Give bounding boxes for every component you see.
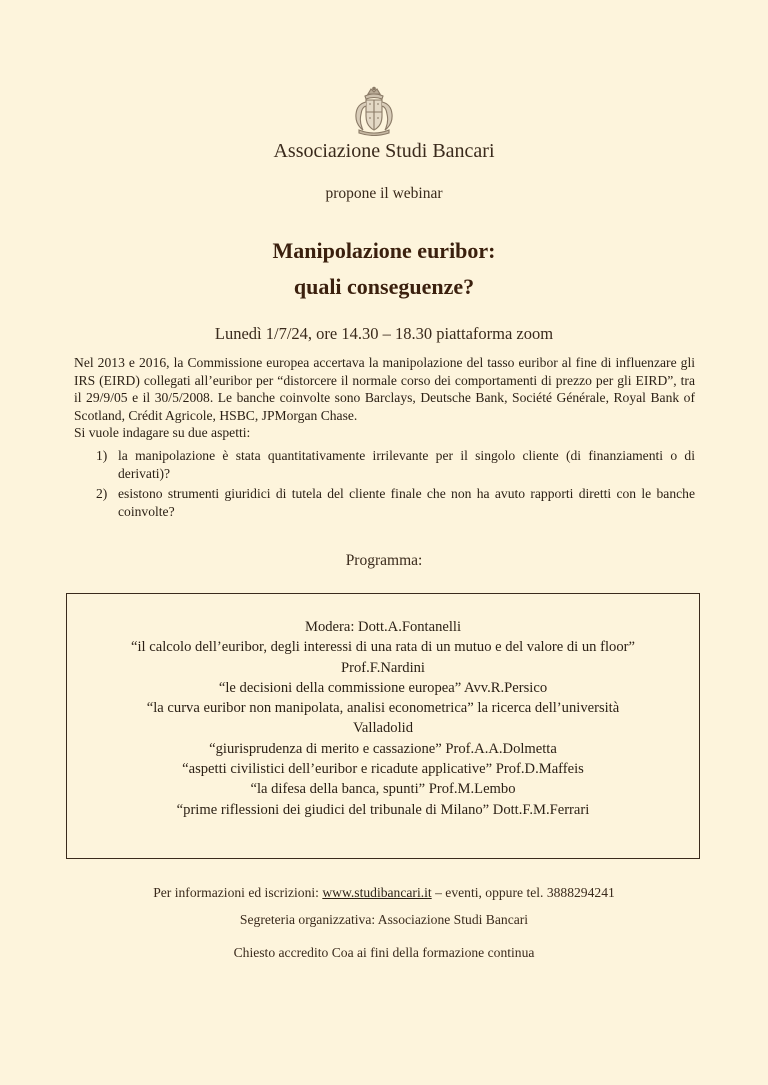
info-suffix: – eventi, oppure tel. 3888294241 [431, 885, 615, 900]
crest-icon [351, 86, 397, 136]
title-line-2: quali conseguenze? [293, 274, 475, 299]
question-item [96, 447, 695, 482]
webinar-title [0, 233, 768, 305]
credit-line: Chiesto accredito Coa ai fini della formazione continua [233, 945, 535, 960]
question-number: 2) [96, 486, 108, 501]
intro-paragraph: Nel 2013 e 2016, la Commissione europea accertava la manipolazione del tasso euribor al fine di influenzare gli IRS (EIRD) collegati all’euribor per “distorcere il normale corso dei comportamenti di prezzo per gli EIRD”, tra il 29/9/05 e il 30/5/2008. Le banche coinvolte sono Barclays, Deutsche Bank, Société Générale, Royal Bank of Scotland, Crédit Agricole, HSBC, JPMorgan Chase. [74, 355, 695, 423]
program-line: “il calcolo dell’euribor, degli interessi di una rata di un mutuo e del valore di un floor” [131, 639, 635, 656]
questions-list [96, 447, 695, 523]
question-item [96, 485, 695, 520]
program-line: “la curva euribor non manipolata, analisi econometrica” la ricerca dell’università [146, 700, 620, 717]
question-text: la manipolazione è stata quantitativamente irrilevante per il singolo cliente (di finanziamenti o di derivati)? [118, 448, 695, 481]
info-line [0, 885, 768, 901]
question-number: 1) [96, 448, 108, 463]
info-prefix: Per informazioni ed iscrizioni: [153, 885, 323, 900]
website-link[interactable]: www.studibancari.it [322, 885, 432, 900]
title-line-1: Manipolazione euribor: [272, 238, 496, 263]
program-line: Prof.F.Nardini [341, 659, 425, 676]
program-line: “prime riflessioni dei giudici del tribunale di Milano” Dott.F.M.Ferrari [176, 801, 590, 818]
program-box [66, 593, 700, 859]
date-line: Lunedì 1/7/24, ore 14.30 – 18.30 piattaforma zoom [214, 324, 554, 343]
proposes-text: propone il webinar [325, 185, 443, 202]
program-lines [67, 617, 699, 820]
program-line: “aspetti civilistici dell’euribor e ricadute applicative” Prof.D.Maffeis [182, 761, 584, 778]
program-line: “la difesa della banca, spunti” Prof.M.Lembo [250, 781, 516, 798]
program-line: “giurisprudenza di merito e cassazione” Prof.A.A.Dolmetta [209, 740, 557, 757]
intro-lead: Si vuole indagare su due aspetti: [74, 425, 251, 440]
question-text: esistono strumenti giuridici di tutela del cliente finale che non ha avuto rapporti diretti con le banche coinvolte? [118, 486, 695, 519]
program-line: Valladolid [353, 720, 413, 737]
intro-section [74, 354, 695, 442]
program-line: “le decisioni della commissione europea” Avv.R.Persico [218, 679, 548, 696]
program-heading: Programma: [345, 552, 423, 569]
secretary-line: Segreteria organizzativa: Associazione Studi Bancari [239, 912, 529, 927]
program-line: Modera: Dott.A.Fontanelli [304, 619, 462, 635]
organization-name: Associazione Studi Bancari [273, 140, 495, 162]
